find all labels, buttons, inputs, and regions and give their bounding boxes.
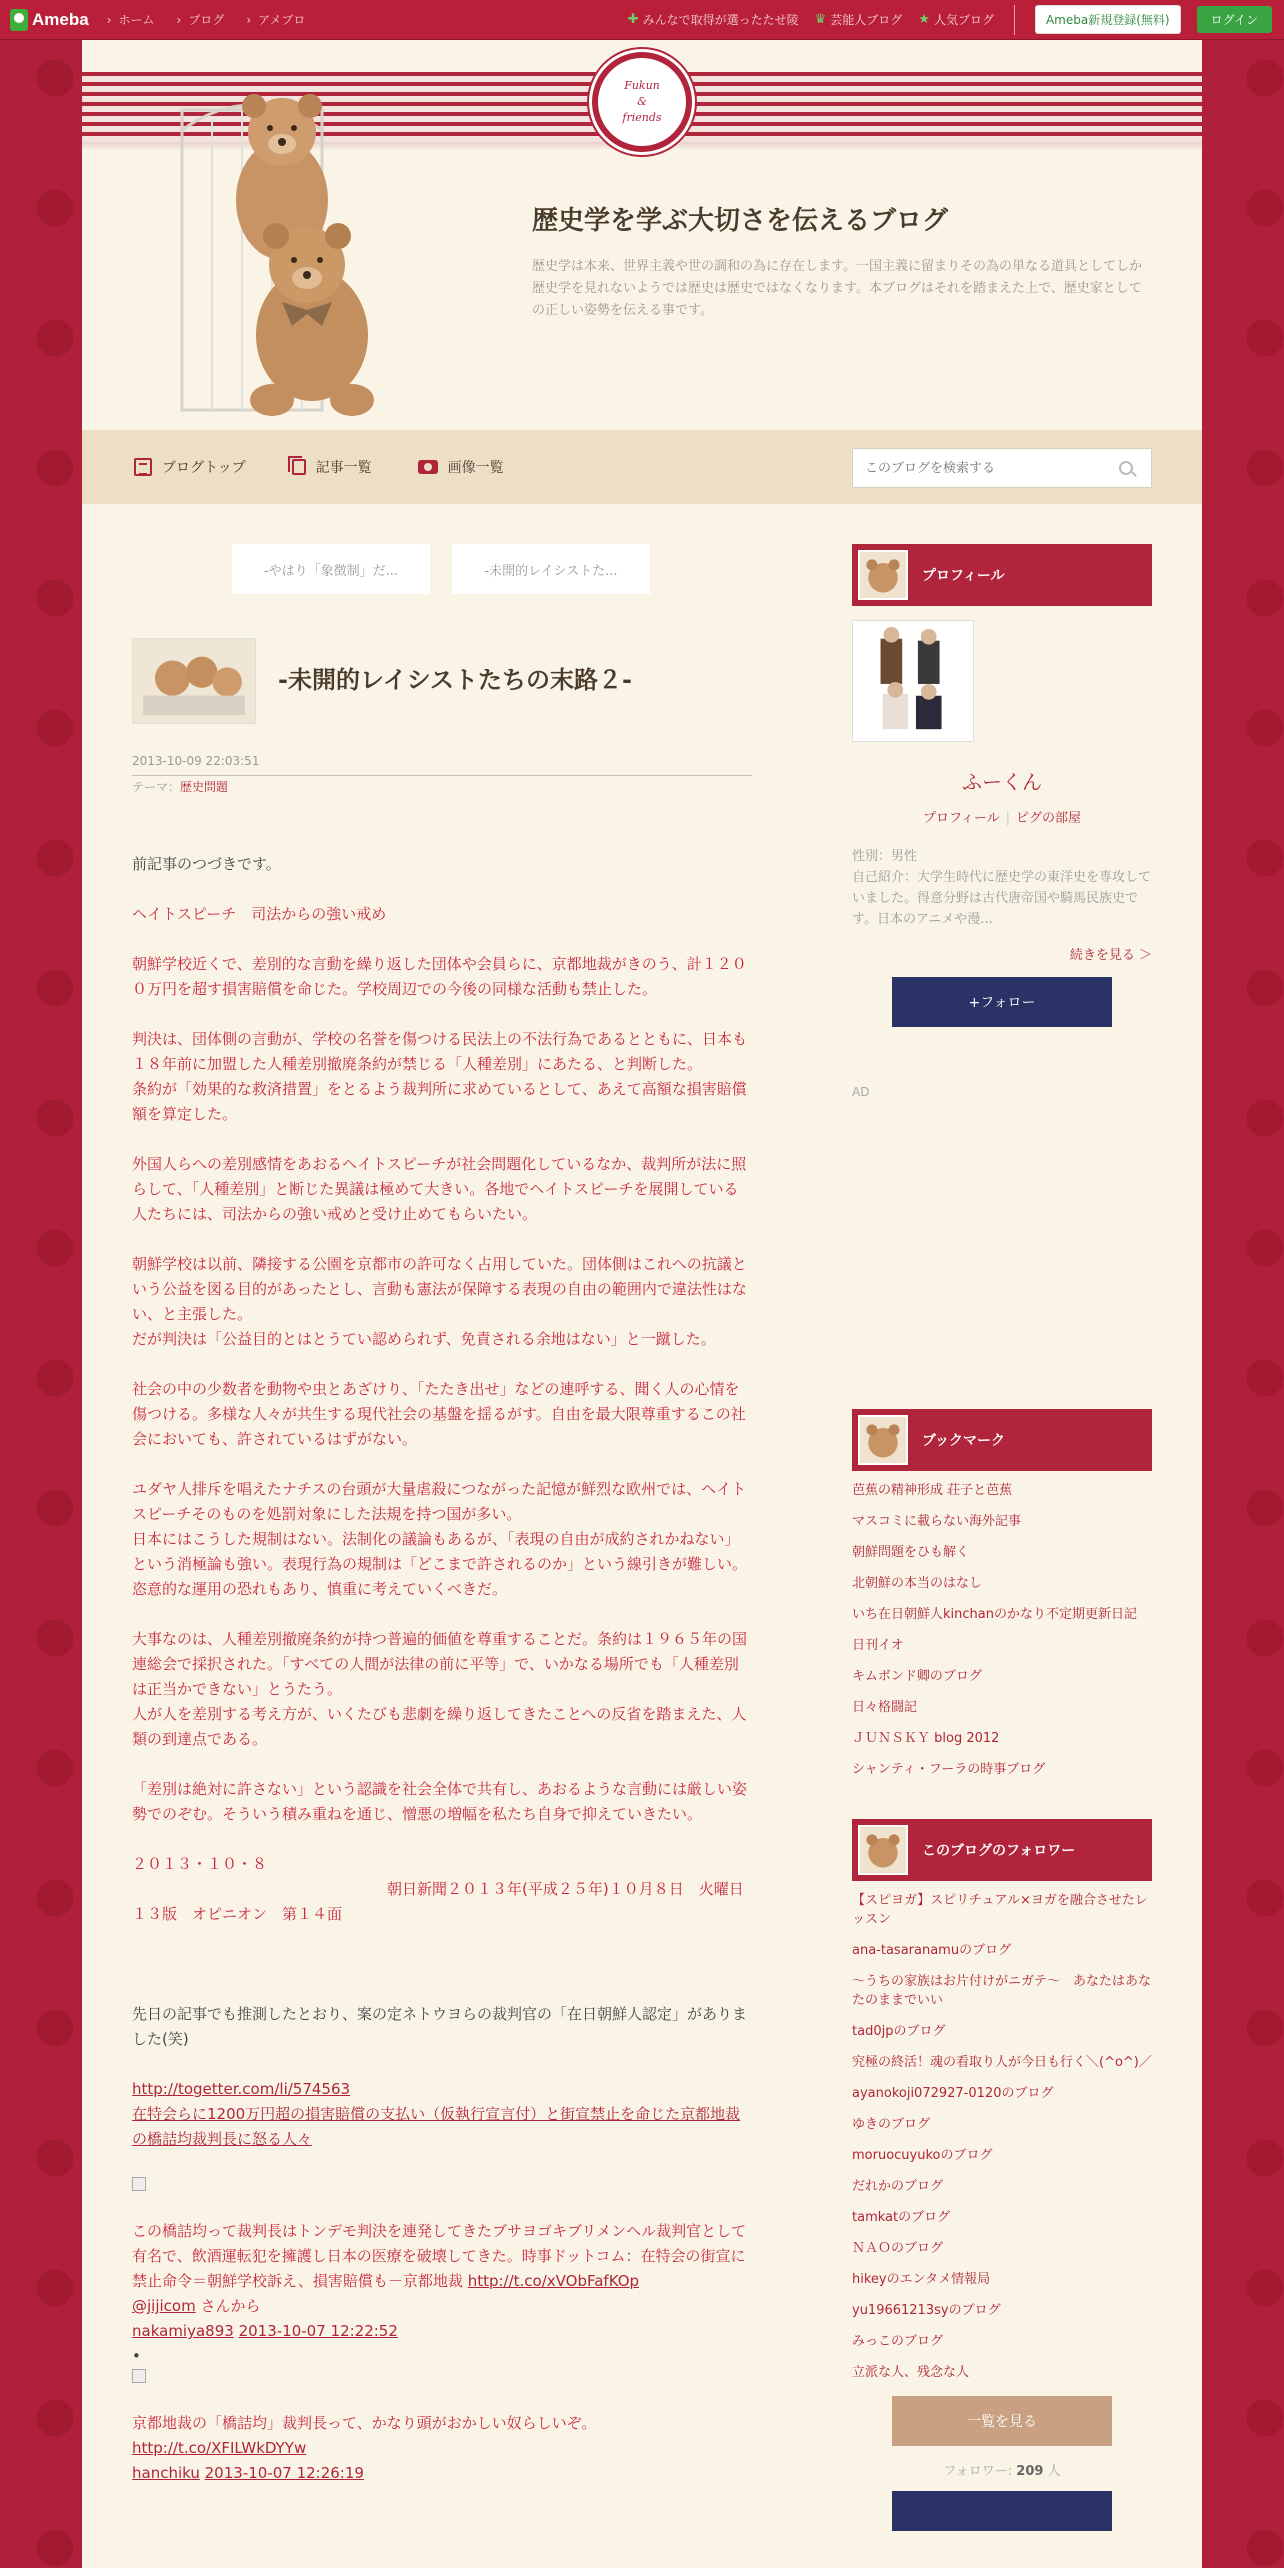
bookmark-item[interactable]: 芭蕉の精神形成 荘子と芭蕉	[852, 1483, 1013, 1498]
ameba-logo-text: Ameba	[32, 9, 89, 29]
bookmark-item[interactable]: 朝鮮問題をひも解く	[852, 1545, 970, 1560]
blog-description: 歴史学は本来、世界主義や世の調和の為に存在します。一国主義に留まりその為の単なる道具としてしか歴史学を見れないようでは歴史は歴史ではなくなります。本ブログはそれを踏まえた上で、歴史家としての正しい姿勢を伝える事です。	[532, 259, 1142, 318]
nav-entries[interactable]	[292, 457, 372, 477]
topbar-link-1[interactable]	[628, 11, 799, 28]
topnav-home[interactable]: › ホーム	[107, 11, 155, 28]
follower-item[interactable]: tamkatのブログ	[852, 2210, 951, 2225]
follower-item[interactable]: ＮＡＯのブログ	[852, 2241, 944, 2256]
follower-item[interactable]: ayanokoji072927-0120のブログ	[852, 2086, 1054, 2101]
profile-link[interactable]: プロフィール	[922, 811, 1000, 826]
followers-list	[852, 1891, 1152, 2382]
article-paragraph: ヘイトスピーチ 司法からの強い戒め	[132, 905, 387, 923]
blog-search	[852, 448, 1152, 488]
follower-item[interactable]: だれかのブログ	[852, 2179, 944, 2194]
tweet-1-author[interactable]: nakamiya893	[132, 2322, 234, 2340]
follower-item[interactable]: tad0jpのブログ	[852, 2024, 946, 2039]
topbar-link-2-label: 芸能人ブログ	[830, 13, 903, 27]
bookmark-item[interactable]: シャンティ・フーラの時事ブログ	[852, 1762, 1046, 1777]
profile-links	[852, 807, 1152, 826]
article-paragraph: ２０１３・１０・８ 朝日新聞２０１３年(平成２５年)１０月８日 火曜日 １３版 オピニオン 第１４面	[132, 1855, 744, 1923]
star-icon: ★	[918, 12, 930, 27]
see-all-followers-button[interactable]: 一覧を見る	[892, 2396, 1112, 2446]
article-body	[132, 852, 752, 2511]
article-paragraphs	[132, 852, 752, 2052]
separator: |	[1005, 811, 1011, 826]
topnav-blog[interactable]: › ブログ	[177, 11, 225, 28]
theme-label: テーマ：	[132, 780, 181, 794]
followers-header-label: このブログのフォロワー	[922, 1843, 1076, 1859]
topbar-link-1-label: みんなで取得が選ったたせ陵	[642, 13, 799, 27]
topbar-nav	[107, 11, 306, 28]
profile-photo[interactable]	[852, 620, 974, 742]
article-paragraph: 朝鮮学校近くで、差別的な言動を繰り返した団体や会員らに、京都地裁がきのう、計１２００万円を超す損害賠償を命じた。学校周辺での今後の同様な活動も禁止した。	[132, 955, 747, 998]
bookmark-header-label: ブックマーク	[922, 1433, 1006, 1449]
tweet-2-link[interactable]: http://t.co/XFILWkDYYw	[132, 2439, 307, 2457]
profile-sex: 性別：男性	[852, 849, 918, 864]
bullet: •	[132, 2347, 141, 2365]
emblem-text: Fukun & friends	[622, 79, 662, 124]
article-date: 2013-10-09 22:03:51	[132, 754, 260, 768]
teddy-bears-image	[142, 70, 442, 430]
broken-image-icon-2	[132, 2369, 146, 2383]
followers-label: フォロワー:	[943, 2464, 1017, 2479]
tweet-2-time[interactable]: 2013-10-07 12:26:19	[204, 2464, 364, 2482]
bear-icon	[858, 1415, 908, 1465]
article-paragraph: 前記事のつづきです。	[132, 855, 281, 873]
bookmark-list	[852, 1481, 1152, 1779]
tweet-1	[132, 2219, 752, 2344]
bookmark-item[interactable]: 日刊イオ	[852, 1638, 904, 1653]
follower-item[interactable]: みっこのブログ	[852, 2334, 944, 2349]
blog-navbar	[82, 430, 1202, 504]
bookmark-item[interactable]: 日々格闘記	[852, 1700, 918, 1715]
profile-intro: 自己紹介：大学生時代に歴史学の東洋史を専攻していました。得意分野は古代唐帝国や騎馬民族史です。日本のアニメや漫...	[852, 870, 1152, 927]
bookmark-item[interactable]: 北朝鮮の本当のはなし	[852, 1576, 983, 1591]
tweet-2-text: 京都地裁の「橋詰均」裁判長って、かなり頭がおかしい奴らしいぞ。	[132, 2414, 597, 2432]
article-theme	[132, 778, 228, 795]
prev-article-link[interactable]: -やはり「象徴制」だ...	[232, 544, 430, 594]
topbar-right	[628, 5, 1284, 35]
document-icon	[134, 458, 152, 476]
blog-page	[82, 40, 1202, 2568]
ameba-topbar	[0, 0, 1284, 40]
bear-icon	[858, 550, 908, 600]
bookmark-item[interactable]: いち在日朝鮮人kinchanのかなり不定期更新日記	[852, 1607, 1137, 1622]
follower-item[interactable]: 立派な人、残念な人	[852, 2365, 970, 2380]
search-input[interactable]	[853, 461, 1113, 476]
article-paragraph: 外国人らへの差別感情をあおるヘイトスピーチが社会問題化しているなか、裁判所が法に照らして、「人種差別」と断じた異議は極めて大きい。各地でヘイトスピーチを展開している人たちには、司法からの強い戒めと受け止めてもらいたい。	[132, 1155, 747, 1223]
article-thumbnail	[132, 638, 256, 724]
plus-icon: ✚	[627, 12, 639, 27]
nav-blog-top-label: ブログトップ	[162, 460, 246, 476]
tweet-2	[132, 2411, 752, 2486]
blog-title[interactable]: 歴史学を学ぶ大切さを伝えるブログ	[532, 206, 949, 236]
crown-icon: ♛	[814, 12, 827, 27]
profile-header	[852, 544, 1152, 606]
nav-images[interactable]	[418, 457, 504, 477]
article-title[interactable]: -未開的レイシストたちの末路２-	[278, 666, 633, 694]
profile-header-label: プロフィール	[922, 568, 1005, 584]
follower-item[interactable]: moruocuyukoのブログ	[852, 2148, 993, 2163]
sidebar	[852, 544, 1152, 2531]
followers-header	[852, 1819, 1152, 1881]
bear-icon	[858, 1825, 908, 1875]
ameba-logo[interactable]	[10, 9, 89, 31]
profile-more-link[interactable]: 続きを見る ＞	[1069, 948, 1152, 963]
topbar-divider	[1014, 5, 1015, 35]
sidebar-bottom-button[interactable]	[892, 2491, 1112, 2531]
profile-info	[852, 846, 1152, 930]
blog-header	[82, 40, 1202, 430]
bookmark-item[interactable]: ＪＵＮＳＫＹ blog 2012	[852, 1731, 1000, 1746]
article-paragraph: 社会の中の少数者を動物や虫とあざけり、「たたき出せ」などの連呼する、聞く人の心情を傷つける。多様な人々が共生する現代社会の基盤を揺るがす。自由を最大限尊重するこの社会においても、許されているはずがない。	[132, 1380, 746, 1448]
followers-unit: 人	[1043, 2464, 1061, 2479]
followers-number: 209	[1016, 2464, 1044, 2479]
nav-blog-top[interactable]	[134, 457, 246, 477]
follower-item[interactable]: ana-tasaranamuのブログ	[852, 1943, 1012, 1958]
theme-link[interactable]: 歴史問題	[180, 780, 229, 794]
article-paragraph: 先日の記事でも推測したとおり、案の定ネトウヨらの裁判官の「在日朝鮮人認定」がありました(笑)	[132, 2005, 748, 2048]
follower-item[interactable]: 【スピヨガ】スピリチュアル×ヨガを融合させたレッスン	[852, 1893, 1148, 1927]
topnav-ameblo[interactable]: › アメブロ	[246, 11, 305, 28]
camera-icon	[418, 460, 438, 474]
tweet-1-link[interactable]: http://t.co/xVObFafKOp	[467, 2272, 640, 2290]
article-paragraph: ユダヤ人排斥を唱えたナチスの台頭が大量虐殺につながった記憶が鮮烈な欧州では、ヘイトスピーチそのものを処罰対象にした法規を持つ国が多い。 日本にはこうした規制はない。法制化の議論もあるが、「表現の自由が成約されかねない」という消極論も強い。表現行為の規制は「どこまで許されるのか」という線引きが難しい。恣意的な運用の恐れもあり、慎重に考えていくべきだ。	[132, 1480, 748, 1598]
nav-images-label: 画像一覧	[447, 460, 504, 476]
topbar-link-3[interactable]	[918, 11, 994, 28]
copy-icon	[292, 459, 306, 475]
follower-item[interactable]: ゆきのブログ	[852, 2117, 931, 2132]
tweet-1-text: この橋詰均って裁判長はトンデモ判決を連発してきたブサヨゴキブリメンヘル裁判官として有名で、飲酒運転犯を擁護し日本の医療を破壊してきた。時事ドットコム：在特会の街宣に禁止命令＝朝鮮学校訴え、損害賠償も－京都地裁	[132, 2222, 747, 2290]
header-emblem	[592, 52, 692, 152]
follower-item[interactable]: yu19661213syのブログ	[852, 2303, 1001, 2318]
article-paragraph: 判決は、団体側の言動が、学校の名誉を傷つける民法上の不法行為であるとともに、日本も１８年前に加盟した人種差別撤廃条約が禁じる「人種差別」にあたる、と判断した。 条約が「効果的な救済措置」をとるよう裁判所に求めているとして、あえて高額な損害賠償額を算定した。	[132, 1030, 748, 1123]
login-button[interactable]: ログイン	[1197, 6, 1272, 33]
ad-label: AD	[852, 1085, 870, 1099]
topbar-link-3-label: 人気ブログ	[933, 13, 994, 27]
togetter-title-link[interactable]: 在特会らに1200万円超の損害賠償の支払い（仮執行宣言付）と街宣禁止を命じた京都地裁の橋詰均裁判長に怒る人々	[132, 2105, 741, 2148]
tweet-1-suffix: さんから	[195, 2297, 261, 2315]
link-block	[132, 2077, 752, 2152]
search-icon[interactable]	[1119, 461, 1133, 475]
follow-button[interactable]: +フォロー	[892, 977, 1112, 1027]
pig-room-link[interactable]: ピグの部屋	[1016, 811, 1082, 826]
bookmark-item[interactable]: マスコミに載らない海外記事	[852, 1514, 1022, 1529]
tweet-2-author[interactable]: hanchiku	[132, 2464, 200, 2482]
article-paragraph: 「差別は絶対に許さない」という認識を社会全体で共有し、あおるような言動には厳しい姿勢でのぞむ。そういう積み重ねを通じ、憎悪の増幅を私たち自身で抑えていきたい。	[132, 1780, 748, 1823]
broken-image-icon	[132, 2177, 146, 2191]
register-button[interactable]: Ameba新規登録(無料)	[1035, 5, 1181, 34]
follower-item[interactable]: 究極の終活！魂の看取り人が今日も行く＼(^o^)／	[852, 2055, 1152, 2070]
topbar-link-2[interactable]	[815, 11, 903, 28]
nav-entries-label: 記事一覧	[315, 460, 372, 476]
followers-count	[852, 2460, 1152, 2479]
follower-item[interactable]: ～うちの家族はお片付けがニガテ～ あなたはあなたのままでいい	[852, 1974, 1152, 2008]
ameba-logo-icon	[10, 9, 28, 31]
bookmark-item[interactable]: キムボンド卿のブログ	[852, 1669, 982, 1684]
next-article-link[interactable]: -未開的レイシストた...	[452, 544, 650, 594]
article-paragraph: 朝鮮学校は以前、隣接する公園を京都市の許可なく占用していた。団体側はこれへの抗議という公益を図る目的があったとし、言動も憲法が保障する表現の自由の範囲内で違法性はない、と主張した。 だが判決は「公益目的とはとうてい認められず、免責される余地はない」と一蹴した。	[132, 1255, 747, 1348]
tweet-1-user[interactable]: @jijicom	[132, 2297, 196, 2315]
togetter-link[interactable]: http://togetter.com/li/574563	[132, 2080, 351, 2098]
bookmark-header	[852, 1409, 1152, 1471]
follower-item[interactable]: hikeyのエンタメ情報局	[852, 2272, 991, 2287]
profile-name[interactable]: ふーくん	[962, 770, 1042, 794]
article-paragraph: 大事なのは、人種差別撤廃条約が持つ普遍的価値を尊重することだ。条約は１９６５年の国連総会で採択された。「すべての人間が法律の前に平等」で、いかなる場所でも「人種差別は正当かできない」とうたう。 人が人を差別する考え方が、いくたびも悲劇を繰り返してきたことへの反省を踏まえた、人類の到達点である。	[132, 1630, 748, 1748]
tweet-1-time[interactable]: 2013-10-07 12:22:52	[238, 2322, 398, 2340]
